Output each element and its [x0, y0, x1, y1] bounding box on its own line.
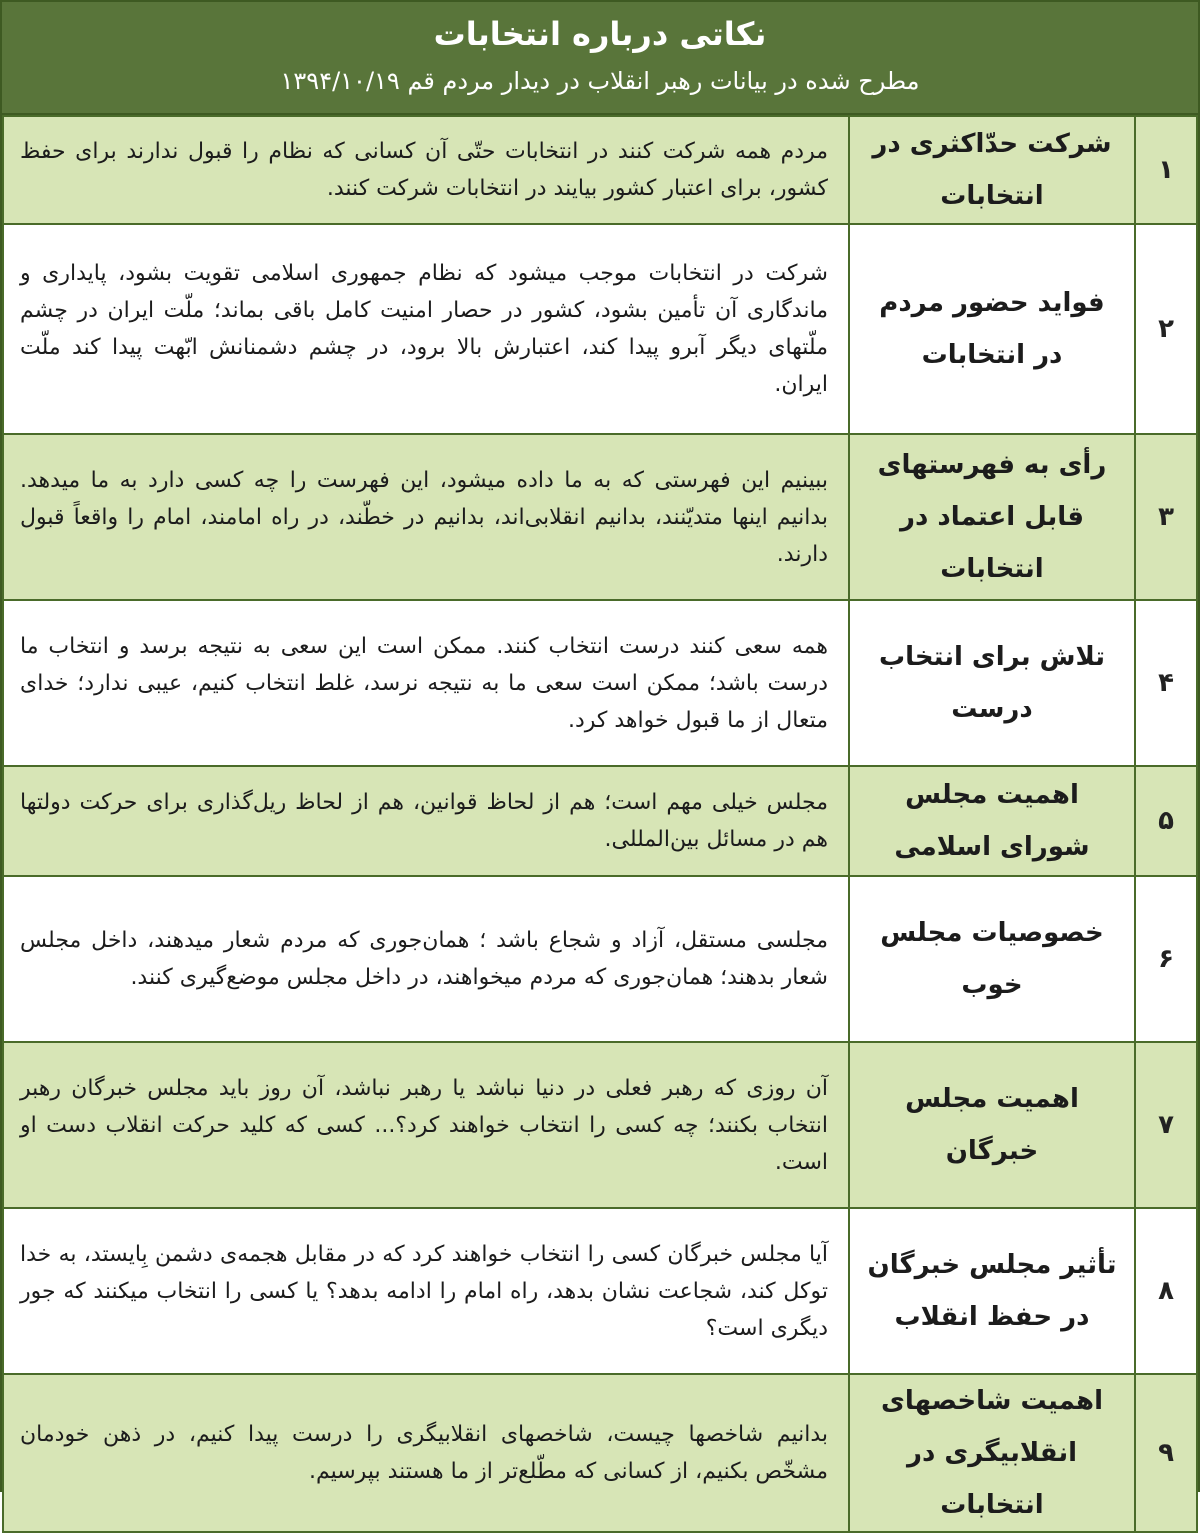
row-topic: تلاش برای انتخاب درست — [849, 600, 1135, 766]
row-description: آن روزی که رهبر فعلی در دنیا نباشد یا رهبر نباشد، آن روز باید مجلس خبرگان رهبر انتخاب بکنند؛ چه کسی را انتخاب خواهند کرد؟... کسی که کلید حرکت انقلاب دست او است. — [3, 1042, 849, 1208]
row-topic: اهمیت مجلس شورای اسلامی — [849, 766, 1135, 876]
row-topic: فواید حضور مردم در انتخابات — [849, 224, 1135, 434]
table-row — [3, 766, 1197, 876]
points-table — [2, 115, 1198, 1533]
row-description: شرکت در انتخابات موجب میشود که نظام جمهوری اسلامی تقویت بشود، پایداری و ماندگاری آن تأمین بشود، کشور در حصار امنیت کامل باقی بماند؛ ملّت ایران در چشم ملّتهای دیگر آبرو پیدا کند، اعتبارش بالا برود، در چشم دشمنانش ابّهت پیدا کند ملّت ایران. — [3, 224, 849, 434]
row-topic: اهمیت شاخصهای انقلابیگری در انتخابات — [849, 1374, 1135, 1532]
row-number: ۴ — [1135, 600, 1197, 766]
row-description: مجلس خیلی مهم است؛ هم از لحاظ قوانین، هم از لحاظ ریل‌گذاری برای حرکت دولتها هم در مسائل بین‌المللی. — [3, 766, 849, 876]
points-table-body — [3, 116, 1197, 1532]
table-row — [3, 600, 1197, 766]
row-number: ۹ — [1135, 1374, 1197, 1532]
table-row — [3, 876, 1197, 1042]
row-description: همه سعی کنند درست انتخاب کنند. ممکن است این سعی به نتیجه برسد و انتخاب ما درست باشد؛ ممکن است سعی ما به نتیجه نرسد، غلط انتخاب کنیم، عیبی ندارد؛ خدای متعال از ما قبول خواهد کرد. — [3, 600, 849, 766]
row-topic: اهمیت مجلس خبرگان — [849, 1042, 1135, 1208]
row-topic: تأثیر مجلس خبرگان در حفظ انقلاب — [849, 1208, 1135, 1374]
table-row — [3, 1374, 1197, 1532]
row-description: ببینیم این فهرستی که به ما داده میشود، این فهرست را چه کسی دارد به ما میدهد. بدانیم اینها متدیّنند، بدانیم انقلابی‌اند، بدانیم در خطّند، در راه امامند، امام را واقعاً قبول دارند. — [3, 434, 849, 600]
table-row — [3, 434, 1197, 600]
row-number: ۲ — [1135, 224, 1197, 434]
row-topic: خصوصیات مجلس خوب — [849, 876, 1135, 1042]
table-row — [3, 1208, 1197, 1374]
row-description: مردم همه شرکت کنند در انتخابات حتّی آن کسانی که نظام را قبول ندارند برای حفظ کشور، برای اعتبار کشور بیایند در انتخابات شرکت کنند. — [3, 116, 849, 224]
document-title: نکاتی درباره انتخابات — [433, 15, 767, 53]
table-row — [3, 116, 1197, 224]
table-row — [3, 224, 1197, 434]
row-number: ۶ — [1135, 876, 1197, 1042]
document-subtitle: مطرح شده در بیانات رهبر انقلاب در دیدار مردم قم ۱۳۹۴/۱۰/۱۹ — [280, 67, 920, 95]
header-banner — [2, 2, 1198, 115]
row-topic: شرکت حدّاکثری در انتخابات — [849, 116, 1135, 224]
row-number: ۱ — [1135, 116, 1197, 224]
row-number: ۳ — [1135, 434, 1197, 600]
row-topic: رأی به فهرستهای قابل اعتماد در انتخابات — [849, 434, 1135, 600]
row-number: ۸ — [1135, 1208, 1197, 1374]
row-description: آیا مجلس خبرگان کسی را انتخاب خواهند کرد که در مقابل هجمه‌ی دشمن بِایستد، به خدا توکل کند، شجاعت نشان بدهد، راه امام را ادامه بدهد؟ یا کسی را انتخاب میکنند که جور دیگری است؟ — [3, 1208, 849, 1374]
row-description: بدانیم شاخصها چیست، شاخصهای انقلابیگری را درست پیدا کنیم، در ذهن خودمان مشخّص بکنیم، از کسانی که مطّلع‌تر از ما هستند بپرسیم. — [3, 1374, 849, 1532]
row-number: ۷ — [1135, 1042, 1197, 1208]
row-number: ۵ — [1135, 766, 1197, 876]
row-description: مجلسی مستقل، آزاد و شجاع باشد ؛ همان‌جوری که مردم شعار میدهند، داخل مجلس شعار بدهند؛ همان‌جوری که مردم میخواهند، در داخل مجلس موضع‌گیری کنند. — [3, 876, 849, 1042]
table-row — [3, 1042, 1197, 1208]
